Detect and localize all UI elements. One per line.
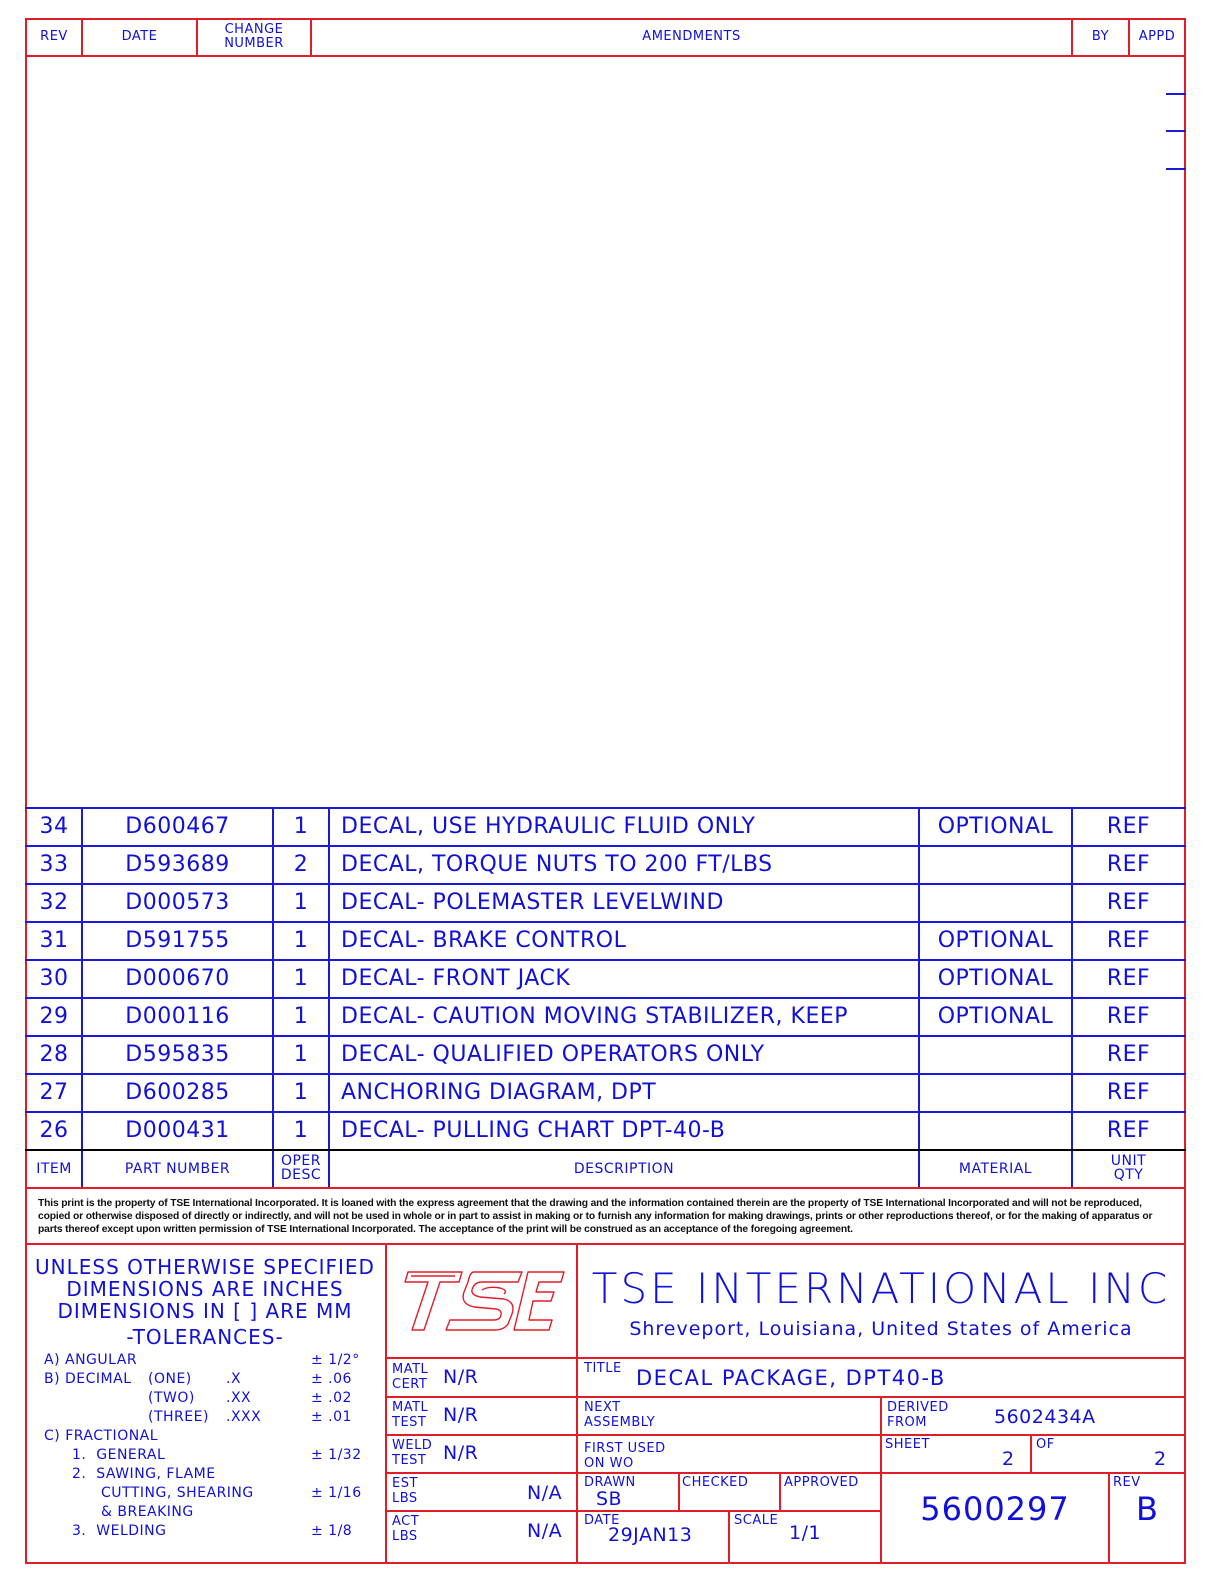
bom-unit-qty: REF [1106,852,1151,877]
sawing-value: ± 1/16 [311,1485,362,1501]
weld-test-label: WELD TEST [392,1438,433,1468]
bom-quantity: 1 [293,1080,309,1105]
bom-header-top-line [25,1149,1186,1151]
of-value: 2 [1154,1448,1167,1470]
tolerance-line-3: DIMENSIONS IN [ ] ARE MM [57,1299,353,1323]
by-header: BY [1091,29,1110,44]
title-row-line [385,1510,880,1512]
of-label: OF [1036,1437,1055,1452]
bom-item-number: 32 [39,890,69,915]
bom-description: ANCHORING DIAGRAM, DPT [341,1080,657,1105]
bom-item-number: 30 [39,966,69,991]
date-label: DATE [584,1513,620,1528]
bom-unit-qty: REF [1106,1004,1151,1029]
title-col-line [779,1472,781,1510]
sheet-label: SHEET [885,1437,930,1452]
bom-material: OPTIONAL [937,966,1054,991]
sawing-label-1: 2. SAWING, FLAME [72,1466,216,1482]
bom-part-number: D593689 [125,852,230,877]
tolerance-line-2: DIMENSIONS ARE INCHES [66,1277,344,1301]
bom-part-number: D591755 [125,928,230,953]
change-number-header: CHANGE NUMBER [224,22,284,51]
decimal-two-format: .XX [226,1390,252,1406]
title-col-line [880,1396,882,1564]
bom-part-number: D000116 [125,1004,230,1029]
drawing-title: DECAL PACKAGE, DPT40-B [636,1366,946,1390]
appd-header: APPD [1138,29,1176,44]
bom-item-number: 27 [39,1080,69,1105]
fractional-label: C) FRACTIONAL [44,1428,159,1444]
bom-quantity: 1 [293,1042,309,1067]
title-col-line [728,1510,730,1564]
angular-label: A) ANGULAR [44,1352,138,1368]
title-col-line [678,1472,680,1510]
decimal-label: B) DECIMAL [44,1371,132,1387]
welding-label: 3. WELDING [72,1523,167,1539]
bom-unit-qty: REF [1106,890,1151,915]
sawing-label-3: & BREAKING [101,1504,194,1520]
decimal-three-label: (THREE) [148,1409,209,1425]
date-header: DATE [121,29,158,44]
bom-unit-qty: REF [1106,1118,1151,1143]
proprietary-notice: This print is the property of TSE International Incorporated. It is loaned with the express agreement that the drawing and the information contained therein are the property of TSE International Incorporated and will not be reproduced, copied or otherwise disposed of directly or indirectly, and will not be used in whole or in part to assist in making or to furnish any information for making drawings, prints or other reproductions thereof, or for the making of apparatus or parts thereof except upon written permission of TSE International Incorporated. The acceptance of the print will be construed as an acceptance of the foregoing agreement. [38,1198,1153,1235]
bom-description: DECAL- BRAKE CONTROL [341,928,627,953]
tse-logo-icon [396,1268,566,1334]
bom-description: DECAL- CAUTION MOVING STABILIZER, KEEP [341,1004,849,1029]
bom-description: DECAL, TORQUE NUTS TO 200 FT/LBS [341,852,773,877]
bom-column-divider [81,807,83,1189]
scale-label: SCALE [734,1513,779,1528]
bom-quantity: 1 [293,890,309,915]
drawn-label: DRAWN [584,1475,636,1490]
bom-quantity: 1 [293,814,309,839]
angular-value: ± 1/2° [311,1352,360,1368]
tolerance-line-4: -TOLERANCES- [126,1325,284,1349]
decimal-one-format: .X [226,1371,242,1387]
bom-column-divider [328,807,330,1189]
bom-part-number: D000431 [125,1118,230,1143]
approved-label: APPROVED [784,1475,859,1490]
revision-header-bottom-line [25,55,1186,57]
bom-part-number: D600285 [125,1080,230,1105]
company-location: Shreveport, Louisiana, United States of America [629,1318,1133,1340]
first-used-label: FIRST USED ON WO [584,1441,666,1471]
bom-item-number: 31 [39,928,69,953]
matl-cert-value: N/R [443,1366,479,1388]
decimal-two-value: ± .02 [311,1390,352,1406]
material-column-header: MATERIAL [958,1161,1033,1177]
rev-header: REV [40,29,68,44]
bom-column-divider [1071,807,1073,1189]
bom-item-number: 26 [39,1118,69,1143]
date-value: 29JAN13 [608,1524,693,1546]
drawn-value: SB [596,1488,623,1510]
scale-value: 1/1 [789,1522,822,1544]
decimal-one-value: ± .06 [311,1371,352,1387]
bom-column-divider [918,807,920,1189]
sawing-label-2: CUTTING, SHEARING [101,1485,254,1501]
act-lbs-label: ACT LBS [392,1514,420,1544]
bom-material: OPTIONAL [937,928,1054,953]
bom-part-number: D000573 [125,890,230,915]
bom-quantity: 1 [293,928,309,953]
bom-item-number: 29 [39,1004,69,1029]
bom-material: OPTIONAL [937,814,1054,839]
est-lbs-label: EST LBS [392,1476,418,1506]
welding-value: ± 1/8 [311,1523,353,1539]
sheet-value: 2 [1002,1448,1015,1470]
part-number-column-header: PART NUMBER [124,1161,231,1177]
bom-part-number: D000670 [125,966,230,991]
bom-quantity: 2 [293,852,309,877]
company-bottom-line [385,1357,1186,1359]
oper-desc-column-header: OPER DESC [280,1153,322,1183]
act-lbs-value: N/A [527,1520,563,1542]
margin-tick [1166,93,1186,95]
bom-unit-qty: REF [1106,928,1151,953]
decimal-two-label: (TWO) [148,1390,195,1406]
title-row-line [385,1472,1186,1474]
bom-description: DECAL, USE HYDRAULIC FLUID ONLY [341,814,756,839]
checked-label: CHECKED [682,1475,749,1490]
tolerance-line-1: UNLESS OTHERWISE SPECIFIED [35,1255,375,1279]
drawing-number: 5600297 [920,1490,1070,1528]
est-lbs-value: N/A [527,1482,563,1504]
description-column-header: DESCRIPTION [573,1161,675,1177]
derived-from-label: DERIVED FROM [887,1400,949,1430]
title-row-line [385,1396,1186,1398]
company-name: TSE INTERNATIONAL INC [591,1264,1171,1313]
decimal-three-format: .XXX [226,1409,262,1425]
rev-value: B [1136,1490,1158,1528]
tolerance-block-divider [385,1243,387,1564]
notice-bottom-line [25,1243,1186,1245]
bom-quantity: 1 [293,1004,309,1029]
matl-test-value: N/R [443,1404,479,1426]
bom-unit-qty: REF [1106,1042,1151,1067]
general-value: ± 1/32 [311,1447,362,1463]
decimal-one-label: (ONE) [148,1371,192,1387]
matl-test-label: MATL TEST [392,1400,429,1430]
bom-description: DECAL- QUALIFIED OPERATORS ONLY [341,1042,765,1067]
matl-cert-label: MATL CERT [392,1362,429,1392]
unit-qty-column-header: UNIT QTY [1110,1153,1147,1183]
item-column-header: ITEM [36,1161,72,1177]
tse-logo [396,1268,566,1334]
bom-item-number: 28 [39,1042,69,1067]
bom-description: DECAL- PULLING CHART DPT-40-B [341,1118,726,1143]
general-label: 1. GENERAL [72,1447,166,1463]
bom-unit-qty: REF [1106,1080,1151,1105]
bom-part-number: D600467 [125,814,230,839]
bom-unit-qty: REF [1106,966,1151,991]
bom-column-divider [272,807,274,1189]
title-label: TITLE [584,1361,622,1376]
decimal-three-value: ± .01 [311,1409,352,1425]
bom-description: DECAL- FRONT JACK [341,966,571,991]
bom-item-number: 33 [39,852,69,877]
rev-label: REV [1113,1475,1141,1490]
margin-tick [1166,130,1186,132]
bom-part-number: D595835 [125,1042,230,1067]
margin-tick [1166,168,1186,170]
next-assembly-label: NEXT ASSEMBLY [584,1400,656,1430]
bom-unit-qty: REF [1106,814,1151,839]
title-col-line [1030,1434,1032,1472]
bom-description: DECAL- POLEMASTER LEVELWIND [341,890,724,915]
bom-material: OPTIONAL [937,1004,1054,1029]
derived-from-value: 5602434A [994,1406,1096,1428]
weld-test-value: N/R [443,1442,479,1464]
bom-quantity: 1 [293,1118,309,1143]
amendments-header: AMENDMENTS [642,29,741,44]
bom-header-bottom-line [25,1187,1186,1189]
title-row-line [385,1434,1186,1436]
bom-quantity: 1 [293,966,309,991]
bom-item-number: 34 [39,814,69,839]
